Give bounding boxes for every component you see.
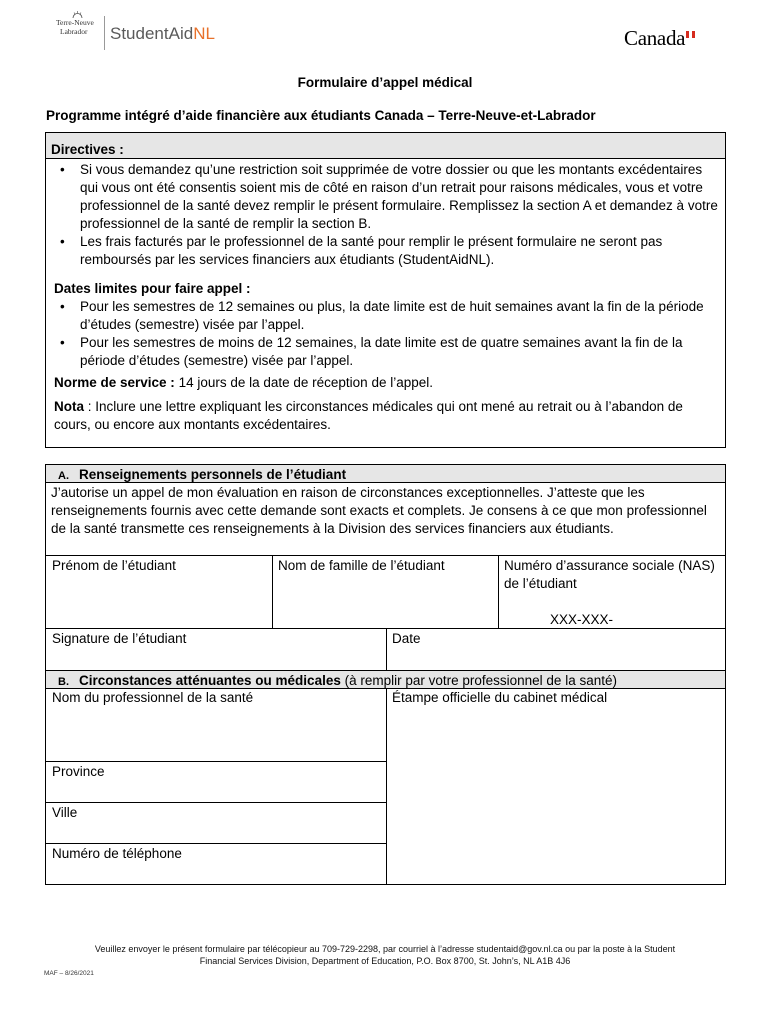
brand-accent: NL bbox=[193, 24, 215, 43]
last-name-label: Nom de famille de l’étudiant bbox=[278, 558, 445, 573]
section-b-title: Circonstances atténuantes ou médicales bbox=[79, 673, 341, 688]
phone-label: Numéro de téléphone bbox=[52, 846, 182, 861]
nl-logo-line1: Terre-Neuve bbox=[56, 18, 94, 27]
practitioner-name-field[interactable] bbox=[46, 688, 386, 761]
sin-format: XXX-XXX- bbox=[550, 612, 614, 627]
nl-government-logo bbox=[56, 18, 102, 44]
date-label: Date bbox=[392, 631, 421, 646]
practitioner-name-label: Nom du professionnel de la santé bbox=[52, 690, 254, 705]
signature-label: Signature de l’étudiant bbox=[52, 631, 187, 646]
section-a-letter: A. bbox=[58, 470, 69, 482]
footer-line1: Veuillez envoyer le présent formulaire par télécopieur au 709-729-2298, par courriel à l’adresse studentaid@gov.nl.ca ou par la poste à la Student bbox=[94, 944, 676, 954]
brand-main: StudentAid bbox=[110, 24, 194, 43]
section-a-title: Renseignements personnels de l’étudiant bbox=[79, 467, 347, 482]
footer-line2: Financial Services Division, Department of Education, P.O. Box 8700, St. John’s, NL A1B 4J6 bbox=[199, 956, 571, 966]
footer-instructions bbox=[0, 943, 770, 967]
last-name-field[interactable] bbox=[272, 555, 498, 628]
directive-item: • Si vous demandez qu’une restriction soit supprimée de votre dossier ou que les montants excédentaires qui vous ont été consentis soient mis de côté en raison d’un retrait pour raisons médicales, vous et votre professionnel de la santé devez remplir le présent formulaire. Remplissez la section A et demandez à votre professionnel de la santé de remplir la section B. bbox=[54, 161, 719, 233]
directive-item: • Les frais facturés par le professionnel de la santé pour remplir le présent formulaire ne seront pas remboursés par les services financiers aux étudiants (StudentAidNL). bbox=[54, 233, 719, 269]
studentaid-logo bbox=[110, 24, 215, 44]
sin-field[interactable] bbox=[498, 555, 725, 628]
phone-field[interactable] bbox=[46, 843, 386, 884]
nl-logo-line2: Labrador bbox=[60, 27, 88, 36]
directives-box bbox=[45, 132, 726, 448]
date-field[interactable] bbox=[386, 628, 725, 670]
form-title: Formulaire d’appel médical bbox=[297, 75, 473, 90]
directives-heading: Directives : bbox=[46, 133, 725, 159]
divider bbox=[272, 555, 273, 628]
first-name-label: Prénom de l’étudiant bbox=[52, 558, 176, 573]
form-code: MAF – 8/26/2021 bbox=[44, 970, 94, 977]
directives-body bbox=[46, 159, 725, 434]
canada-wordmark: Canada bbox=[624, 26, 686, 50]
office-stamp-field bbox=[386, 688, 725, 884]
section-a-header bbox=[46, 465, 725, 483]
divider bbox=[386, 688, 387, 884]
nota-text: : Inclure une lettre expliquant les circonstances médicales qui ont mené au retrait ou à l’abandon de cours, ou encore aux montants excédentaires. bbox=[54, 399, 683, 432]
nota-label: Nota bbox=[54, 399, 84, 414]
service-standard bbox=[54, 374, 719, 392]
flag-icon bbox=[686, 31, 695, 38]
directives-list bbox=[54, 161, 719, 269]
divider bbox=[498, 555, 499, 628]
logo-divider bbox=[104, 16, 105, 50]
service-standard-text: 14 jours de la date de réception de l’appel. bbox=[174, 375, 433, 390]
first-name-field[interactable] bbox=[46, 555, 272, 628]
appeal-form bbox=[45, 464, 726, 885]
student-authorization: J’autorise un appel de mon évaluation en raison de circonstances exceptionnelles. J’atteste que les renseignements fournis avec cette demande sont exacts et complets. Je consens à ce que mon professionnel de la santé transmette ces renseignements à la Division des services financiers aux étudiants. bbox=[51, 485, 707, 536]
nota bbox=[54, 398, 719, 434]
sin-label: Numéro d’assurance sociale (NAS) de l’étudiant bbox=[504, 558, 715, 591]
service-standard-label: Norme de service : bbox=[54, 375, 175, 390]
signature-field[interactable] bbox=[46, 628, 386, 670]
deadline-item: • Pour les semestres de 12 semaines ou plus, la date limite est de huit semaines avant la fin de la période d’études (semestre) visée par l’appel. bbox=[54, 298, 719, 334]
divider bbox=[386, 628, 387, 670]
deadline-item: • Pour les semestres de moins de 12 semaines, la date limite est de quatre semaines avant la fin de la période d’études (semestre) visée par l’appel. bbox=[54, 334, 719, 370]
section-b-note: (à remplir par votre professionnel de la santé) bbox=[340, 673, 617, 688]
city-label: Ville bbox=[52, 805, 78, 820]
city-field[interactable] bbox=[46, 802, 386, 843]
deadlines-list bbox=[54, 298, 719, 370]
page-header bbox=[0, 0, 770, 70]
section-b-letter: B. bbox=[58, 676, 69, 688]
deadlines-heading: Dates limites pour faire appel : bbox=[54, 281, 251, 296]
section-b-header bbox=[46, 670, 725, 689]
sun-icon bbox=[72, 11, 83, 18]
office-stamp-label: Étampe officielle du cabinet médical bbox=[392, 690, 608, 705]
province-label: Province bbox=[52, 764, 105, 779]
form-subtitle: Programme intégré d’aide financière aux étudiants Canada – Terre-Neuve-et-Labrador bbox=[46, 108, 596, 123]
province-field[interactable] bbox=[46, 761, 386, 802]
